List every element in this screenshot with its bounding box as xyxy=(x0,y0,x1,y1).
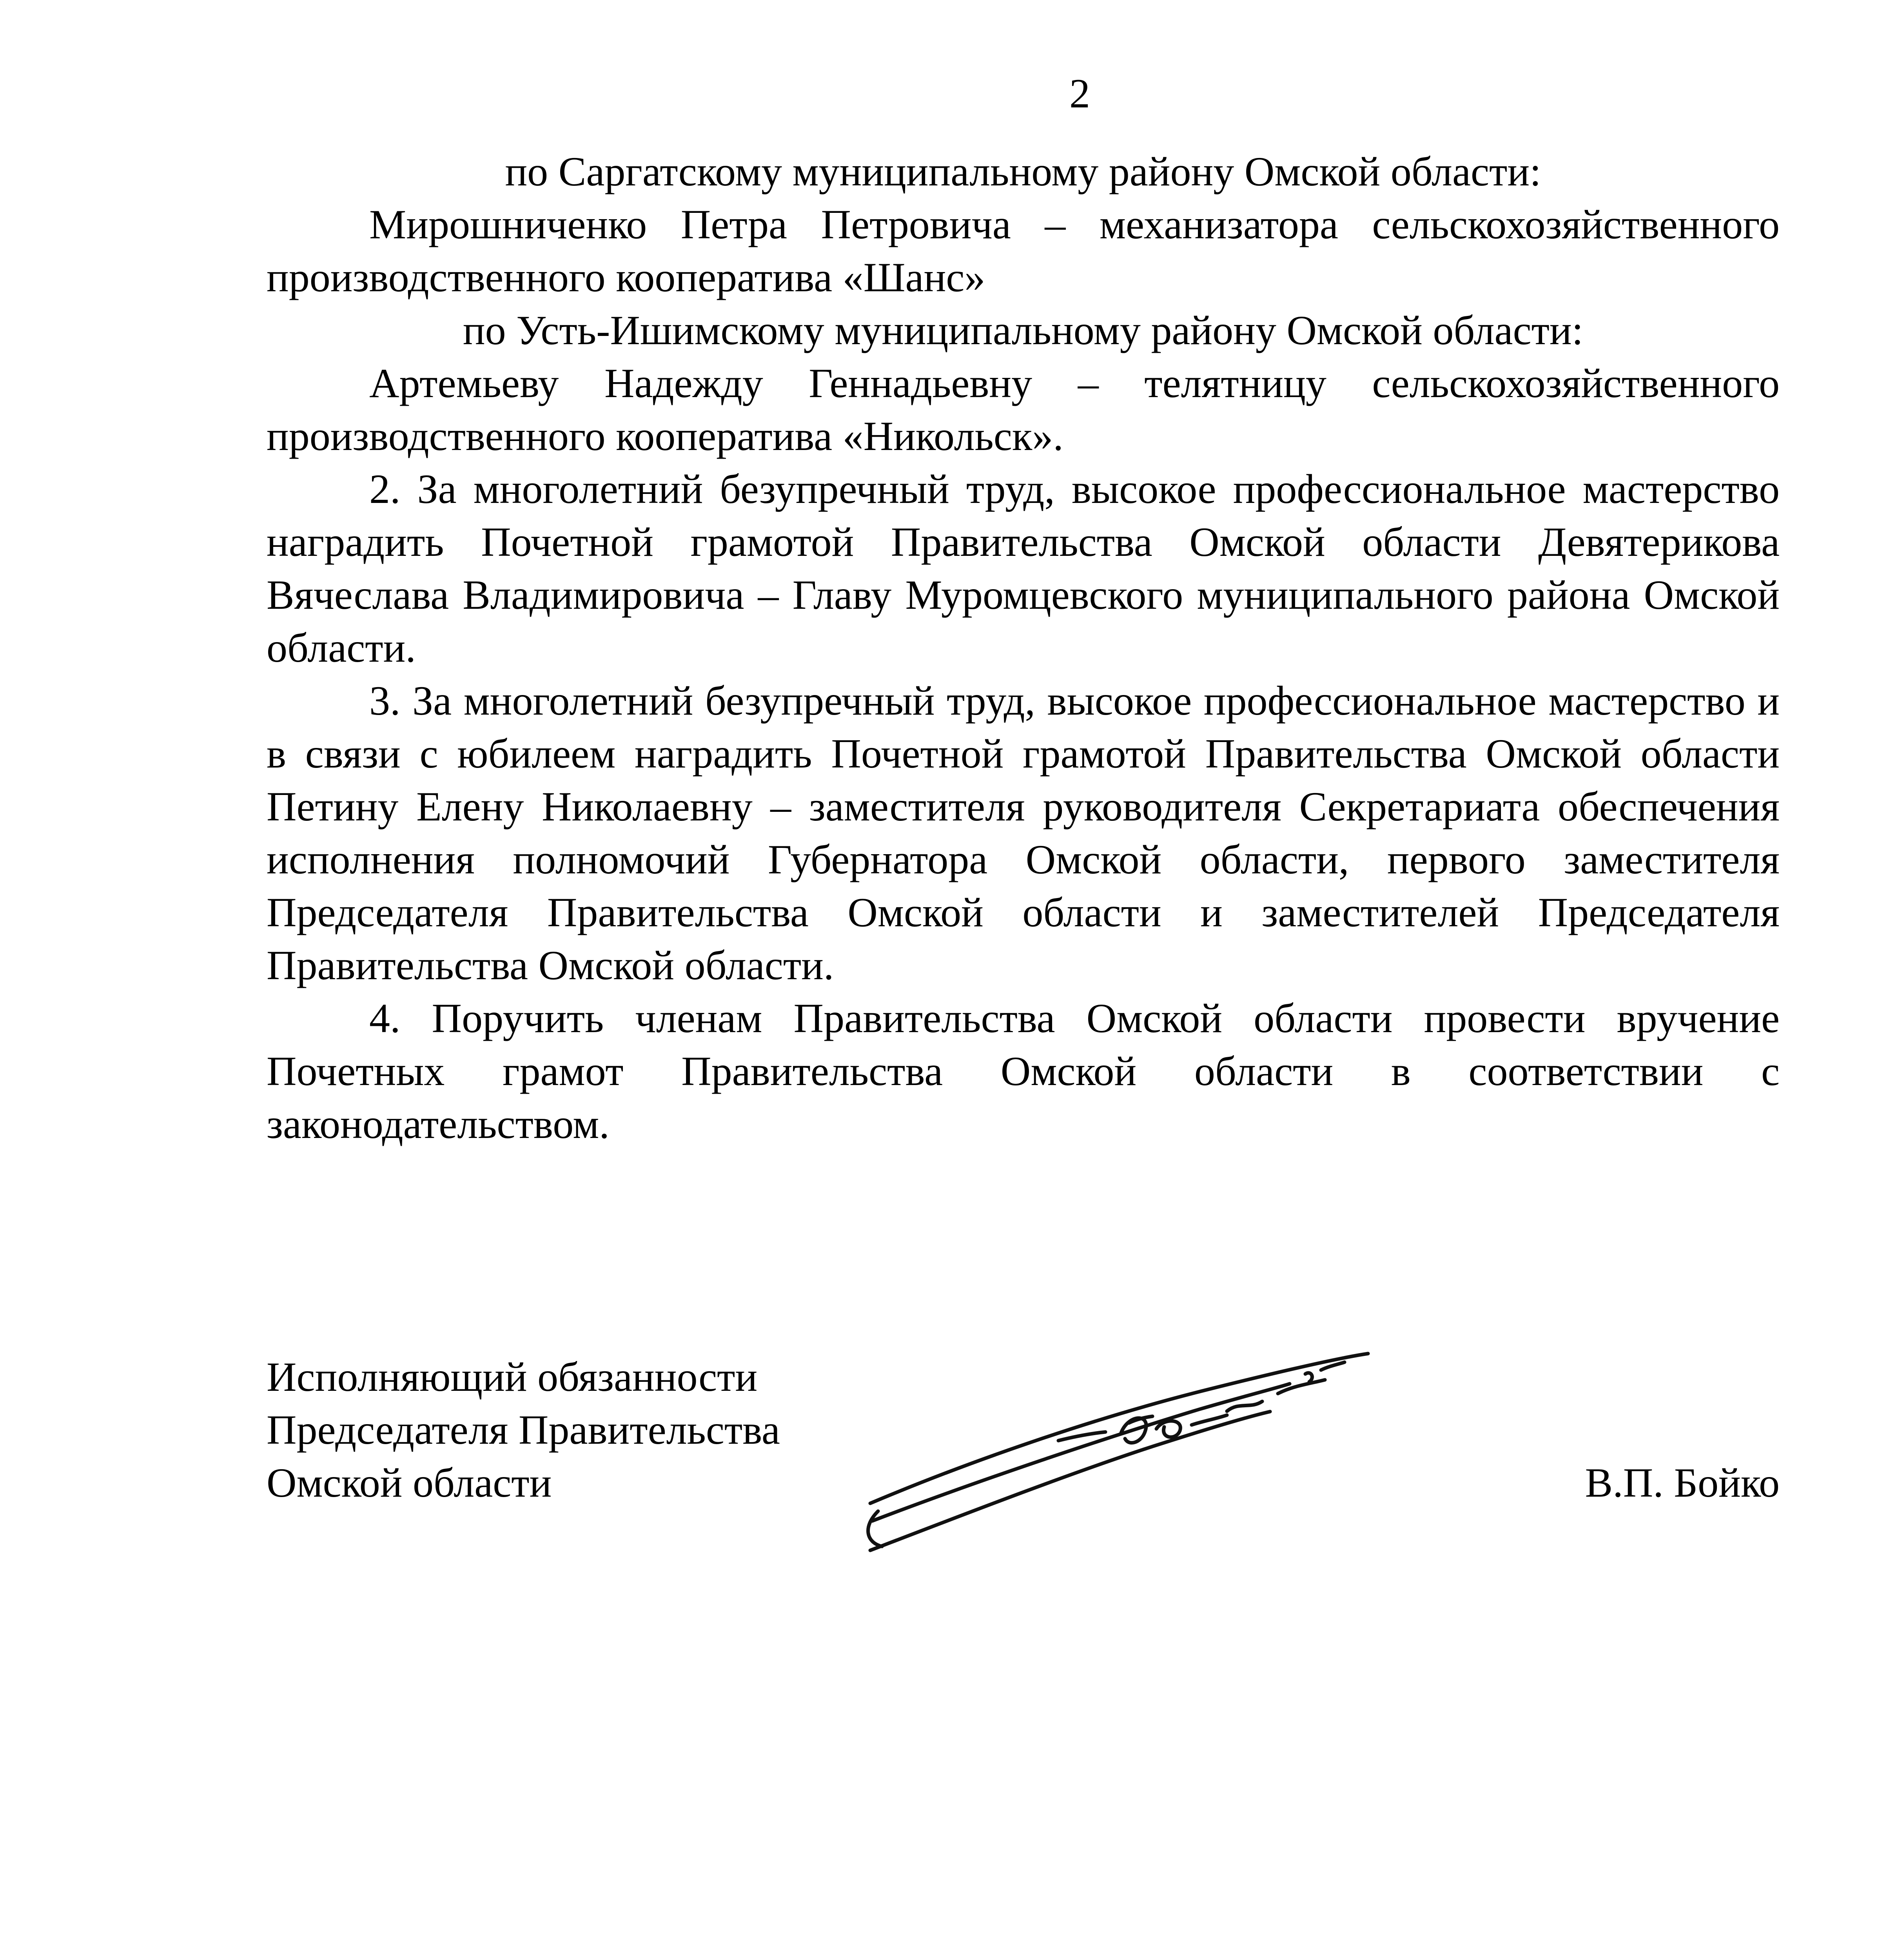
awardee-artemyeva: Артемьеву Надежду Геннадьевну – телятницу сельскохозяйственного производственного кооператива «Никольск». xyxy=(267,360,1780,459)
awardee-miroshnichenko: Мирошниченко Петра Петровича – механизатора сельскохозяйственного производственного кооператива «Шанс» xyxy=(267,201,1780,300)
signature-block xyxy=(267,1350,1780,1625)
page-number: 2 xyxy=(1069,71,1090,116)
clause-3: 3. За многолетний безупречный труд, высокое профессиональное мастерство и в связи с юбилеем наградить Почетной грамотой Правительства Омской области Петину Елену Николаевну – заместителя руководителя Секретариата обеспечения исполнения полномочий Губернатора Омской области, первого заместителя Председателя Правительства Омской области и заместителей Председателя Правительства Омской области. xyxy=(267,678,1780,988)
clause-4: 4. Поручить членам Правительства Омской области провести вручение Почетных грамот Правительства Омской области в соответствии с законодательством. xyxy=(267,995,1780,1147)
signer-name: В.П. Бойко xyxy=(1585,1460,1780,1506)
signer-title-line: Председателя Правительства xyxy=(267,1407,780,1453)
district-heading-ust-ishim: по Усть-Ишимскому муниципальному району Омской области: xyxy=(463,307,1584,353)
signer-title-line: Омской области xyxy=(267,1460,552,1506)
signer-title-line: Исполняющий обязанности xyxy=(267,1354,758,1400)
document-body xyxy=(267,145,1780,1151)
district-heading-sargat: по Саргатскому муниципальному району Омской области: xyxy=(505,149,1541,194)
handwritten-signature xyxy=(855,1343,1423,1586)
signer-title xyxy=(267,1350,780,1509)
clause-2: 2. За многолетний безупречный труд, высокое профессиональное мастерство наградить Почетной грамотой Правительства Омской области Девятерикова Вячеслава Владимировича – Главу Муромцевского муниципального района Омской области. xyxy=(267,466,1780,671)
